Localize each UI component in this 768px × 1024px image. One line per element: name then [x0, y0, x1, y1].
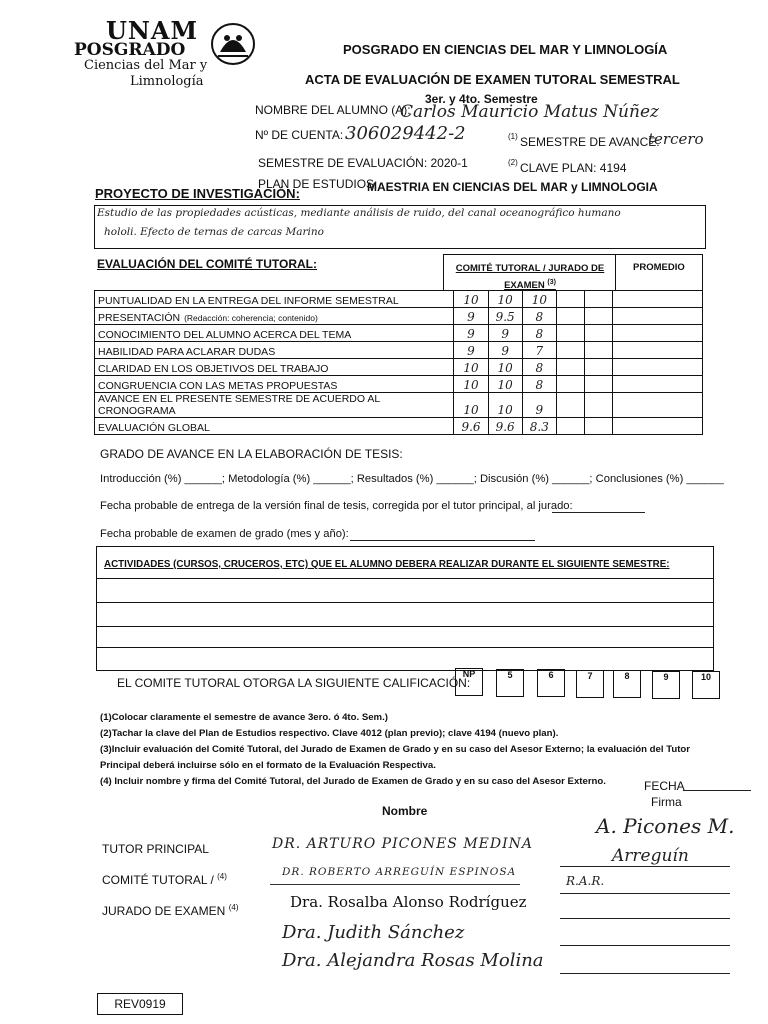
- header-line1: POSGRADO EN CIENCIAS DEL MAR Y LIMNOLOGÍA: [343, 42, 668, 57]
- jurado-signature: R.A.R.: [566, 874, 605, 888]
- evaluation-score: 9: [501, 327, 509, 341]
- evaluation-criterion: [95, 308, 454, 325]
- evaluation-score: 8: [535, 378, 544, 392]
- evaluation-criterion-label: CONGRUENCIA CON LAS METAS PROPUESTAS: [98, 380, 338, 392]
- evaluation-criterion: [95, 359, 454, 376]
- evaluation-row: [95, 308, 703, 325]
- delivery-date-line[interactable]: [552, 512, 645, 513]
- plan-label: PLAN DE ESTUDIOS:: [258, 177, 378, 191]
- grade-option-box[interactable]: [576, 670, 604, 698]
- grade-option-box[interactable]: [692, 671, 720, 699]
- evaluation-score-cell[interactable]: [556, 376, 584, 393]
- evaluation-score: 9.6: [495, 420, 515, 434]
- evaluation-row: [95, 376, 703, 393]
- footnote-2: (2)Tachar la clave del Plan de Estudios respectivo. Clave 4012 (plan previo); clave 4194 (nuevo plan).: [100, 728, 559, 739]
- advance-value: tercero: [648, 130, 704, 148]
- evaluation-average-cell[interactable]: [612, 359, 702, 376]
- logo-posgrado-text: POSGRADO: [74, 40, 186, 60]
- evaluation-score: 10: [531, 293, 547, 307]
- evaluation-average-cell[interactable]: [612, 418, 702, 435]
- evaluation-score-cell[interactable]: [584, 308, 612, 325]
- jurado-name-1: Dra. Rosalba Alonso Rodríguez: [290, 893, 527, 911]
- evaluation-criterion: [95, 418, 454, 435]
- grade-option-label: 6: [548, 670, 554, 680]
- exam-date-line[interactable]: [350, 540, 535, 541]
- thesis-progress-line: Introducción (%) ______; Metodología (%) ______; Resultados (%) ______; Discusión (%) ______; Conclusiones (%) ______: [100, 473, 724, 485]
- footnote-1: (1)Colocar claramente el semestre de avance 3ero. ó 4to. Sem.): [100, 712, 388, 723]
- project-line1: Estudio de las propiedades acústicas, mediante análisis de ruido, del canal oceanográfico humano: [97, 207, 621, 219]
- evaluation-score: 8: [535, 310, 544, 324]
- evaluation-score-cell[interactable]: [488, 393, 522, 418]
- evaluation-score: 10: [463, 378, 479, 392]
- evaluation-score-cell[interactable]: [556, 359, 584, 376]
- comite-name-1-line: [270, 884, 520, 885]
- jurado-note: (4): [228, 903, 239, 912]
- grade-option-label: NP: [462, 669, 476, 679]
- activities-line-2[interactable]: [97, 602, 713, 603]
- activities-line-3[interactable]: [97, 626, 713, 627]
- evaluation-score-cell[interactable]: [584, 393, 612, 418]
- fecha-label: FECHA: [644, 779, 685, 793]
- grade-option-box[interactable]: [613, 670, 641, 698]
- grade-option-label: 5: [507, 669, 513, 680]
- evaluation-score: 9.5: [495, 310, 515, 324]
- grade-option-box[interactable]: [652, 671, 680, 699]
- evaluation-score-cell[interactable]: [454, 376, 488, 393]
- footnote-3: (3)Incluir evaluación del Comité Tutoral, del Jurado de Examen de Grado y en su caso del Asesor Externo; la evaluación del Tutor: [100, 744, 690, 755]
- comite-label-text: COMITÉ TUTORAL /: [102, 873, 214, 887]
- firma-line-1[interactable]: [560, 866, 730, 867]
- advance-note: (1): [508, 132, 518, 141]
- activities-line-4[interactable]: [97, 647, 713, 648]
- revision-box: REV0919: [97, 993, 183, 1015]
- evaluation-score-cell[interactable]: [488, 418, 522, 435]
- plan-value: MAESTRIA EN CIENCIAS DEL MAR y LIMNOLOGIA: [367, 180, 658, 194]
- footnote-5: (4) Incluir nombre y firma del Comité Tutoral, del Jurado de Examen de Grado y en su caso del Asesor Externo.: [100, 776, 606, 787]
- evaluation-criterion: [95, 291, 454, 308]
- evaluation-score: 10: [463, 403, 479, 417]
- exam-date-label: Fecha probable de examen de grado (mes y año):: [100, 528, 349, 540]
- evaluation-score-cell[interactable]: [556, 325, 584, 342]
- fecha-line[interactable]: [683, 790, 751, 791]
- evaluation-score-cell[interactable]: [454, 418, 488, 435]
- evaluation-score-cell[interactable]: [584, 359, 612, 376]
- evaluation-score-cell[interactable]: [454, 308, 488, 325]
- evaluation-score-cell[interactable]: [522, 393, 556, 418]
- account-label: Nº DE CUENTA:: [255, 128, 344, 142]
- evaluation-score-cell[interactable]: [556, 342, 584, 359]
- student-name-label: NOMBRE DEL ALUMNO (A):: [255, 103, 411, 117]
- evaluation-average-cell[interactable]: [612, 291, 702, 308]
- evaluation-criterion-label: PUNTUALIDAD EN LA ENTREGA DEL INFORME SEMESTRAL: [98, 295, 399, 307]
- activities-line-1[interactable]: [97, 578, 713, 579]
- account-value: 306029442-2: [345, 123, 466, 144]
- project-line2: hololi. Efecto de ternas de carcas Marino: [104, 226, 324, 238]
- evaluation-criterion-label: CLARIDAD EN LOS OBJETIVOS DEL TRABAJO: [98, 363, 329, 375]
- grade-option-label: 8: [624, 671, 630, 681]
- activities-box: [96, 546, 714, 671]
- evaluation-criterion-label: PRESENTACIÓN: [98, 312, 181, 324]
- evaluation-criterion-label: CONOCIMIENTO DEL ALUMNO ACERCA DEL TEMA: [98, 329, 352, 341]
- evaluation-score-cell[interactable]: [522, 359, 556, 376]
- committee-col-header-text: COMITÉ TUTORAL / JURADO DE EXAMEN: [455, 263, 605, 292]
- grade-option-label: 7: [587, 670, 593, 681]
- evaluation-score: 9: [467, 327, 475, 341]
- evaluation-score: 10: [497, 361, 513, 375]
- evaluation-score: 9: [467, 344, 475, 358]
- evaluation-row: [95, 291, 703, 308]
- evaluation-table: [94, 290, 703, 435]
- evaluation-criterion: [95, 393, 454, 418]
- evaluation-score: 7: [535, 344, 544, 358]
- evaluation-score-cell[interactable]: [454, 291, 488, 308]
- evaluation-score: 10: [497, 403, 513, 417]
- comite-name-1: DR. ROBERTO ARREGUÍN ESPINOSA: [282, 866, 517, 878]
- evaluation-criterion: [95, 342, 454, 359]
- evaluation-score: 9: [501, 344, 509, 358]
- evaluation-row: [95, 393, 703, 418]
- evaluation-score: 8.3: [529, 420, 549, 434]
- footnote-4: Principal deberá incluirse sólo en el formato de la Evaluación Respectiva.: [100, 760, 436, 771]
- tutor-signature: A. Picones M.: [596, 814, 735, 838]
- evaluation-score-cell[interactable]: [454, 393, 488, 418]
- jurado-label-text: JURADO DE EXAMEN: [102, 904, 226, 918]
- evaluation-score: 8: [535, 327, 544, 341]
- firma-line-3[interactable]: [560, 918, 730, 919]
- promedio-header: PROMEDIO: [633, 262, 685, 273]
- evaluation-score-cell[interactable]: [488, 376, 522, 393]
- logo-sub-line2: Limnología: [130, 74, 204, 89]
- evaluation-score: 10: [463, 293, 479, 307]
- evaluation-average-cell[interactable]: [612, 325, 702, 342]
- evaluation-score-cell[interactable]: [488, 325, 522, 342]
- jurado-label: [102, 903, 238, 918]
- evaluation-score-cell[interactable]: [454, 359, 488, 376]
- evaluation-score-cell[interactable]: [556, 393, 584, 418]
- advance-label: SEMESTRE DE AVANCE:: [520, 135, 660, 149]
- evaluation-average-cell[interactable]: [612, 393, 702, 418]
- grade-option-label: 9: [663, 671, 669, 682]
- evaluation-score: 9: [467, 310, 475, 324]
- tutor-label: TUTOR PRINCIPAL: [102, 842, 209, 856]
- evaluation-score-cell[interactable]: [522, 342, 556, 359]
- evaluation-score-cell[interactable]: [522, 308, 556, 325]
- evaluation-score-cell[interactable]: [454, 342, 488, 359]
- evaluation-score-cell[interactable]: [488, 342, 522, 359]
- evaluation-score-cell[interactable]: [488, 308, 522, 325]
- evaluation-score: 9: [535, 403, 544, 417]
- evaluation-row: [95, 325, 703, 342]
- grade-option-box[interactable]: [496, 669, 524, 697]
- firma-line-2[interactable]: [560, 893, 730, 894]
- unam-crest-icon: [210, 22, 256, 66]
- grade-label: EL COMITE TUTORAL OTORGA LA SIGUIENTE CALIFICACIÓN:: [117, 676, 471, 690]
- project-title: PROYECTO DE INVESTIGACIÓN:: [95, 186, 300, 201]
- evaluation-score-cell[interactable]: [522, 291, 556, 308]
- evaluation-table-body: [95, 291, 703, 435]
- comite-label: [102, 872, 227, 887]
- evaluation-score-cell[interactable]: [584, 342, 612, 359]
- evaluation-average-cell[interactable]: [612, 376, 702, 393]
- evaluation-score-cell[interactable]: [522, 418, 556, 435]
- evaluation-score: 10: [463, 361, 479, 375]
- tutor-name: DR. ARTURO PICONES MEDINA: [272, 836, 533, 852]
- evaluation-average-cell[interactable]: [612, 308, 702, 325]
- header-line3: 3er. y 4to. Semestre: [425, 92, 538, 106]
- student-name-value: Carlos Mauricio Matus Núñez: [400, 102, 659, 122]
- committee-eval-title: EVALUACIÓN DEL COMITÉ TUTORAL:: [97, 257, 317, 271]
- evaluation-score: 9.6: [461, 420, 481, 434]
- plan-key-label: CLAVE PLAN: 4194: [520, 161, 627, 175]
- evaluation-score-cell[interactable]: [488, 359, 522, 376]
- evaluation-score-cell[interactable]: [584, 291, 612, 308]
- committee-col-note: (3): [547, 279, 556, 286]
- evaluation-criterion-label: EVALUACIÓN GLOBAL: [98, 422, 210, 434]
- evaluation-criterion-label: AVANCE EN EL PRESENTE SEMESTRE DE ACUERDO AL CRONOGRAMA: [98, 393, 380, 417]
- evaluation-score: 10: [497, 293, 513, 307]
- evaluation-score-cell[interactable]: [522, 376, 556, 393]
- evaluation-average-cell[interactable]: [612, 342, 702, 359]
- evaluation-score-cell[interactable]: [556, 308, 584, 325]
- evaluation-criterion: [95, 325, 454, 342]
- evaluation-score-cell[interactable]: [584, 376, 612, 393]
- jurado-name-2: Dra. Judith Sánchez: [282, 922, 465, 943]
- evaluation-score-cell[interactable]: [556, 418, 584, 435]
- firma-label: Firma: [651, 795, 682, 809]
- logo-sub-line1: Ciencias del Mar y: [84, 58, 208, 73]
- firma-line-5[interactable]: [560, 973, 730, 974]
- comite-signature: Arreguín: [612, 846, 689, 866]
- evaluation-score-cell[interactable]: [522, 325, 556, 342]
- jurado-name-3: Dra. Alejandra Rosas Molina: [282, 950, 544, 971]
- thesis-title: GRADO DE AVANCE EN LA ELABORACIÓN DE TESIS:: [100, 447, 403, 461]
- activities-title: ACTIVIDADES (CURSOS, CRUCEROS, ETC) QUE EL ALUMNO DEBERA REALIZAR DURANTE EL SIGUIENTE SEMESTRE:: [104, 559, 670, 570]
- grade-option-label: 10: [700, 672, 711, 682]
- firma-line-4[interactable]: [560, 945, 730, 946]
- evaluation-score-cell[interactable]: [556, 291, 584, 308]
- unam-logo: [70, 16, 260, 96]
- grade-option-box[interactable]: [537, 669, 565, 697]
- evaluation-score: 10: [497, 378, 513, 392]
- grade-option-box[interactable]: [455, 668, 483, 696]
- eval-semester-label: SEMESTRE DE EVALUACIÓN: 2020-1: [258, 156, 468, 170]
- committee-col-header: [450, 262, 610, 293]
- evaluation-score-cell[interactable]: [454, 325, 488, 342]
- comite-note: (4): [217, 872, 227, 881]
- evaluation-criterion-label: HABILIDAD PARA ACLARAR DUDAS: [98, 346, 276, 358]
- evaluation-criterion-sublabel: (Redacción: coherencia; contenido): [184, 313, 318, 323]
- evaluation-score-cell[interactable]: [584, 325, 612, 342]
- nombre-label: Nombre: [382, 804, 428, 818]
- evaluation-row: [95, 418, 703, 435]
- header-line2: ACTA DE EVALUACIÓN DE EXAMEN TUTORAL SEMESTRAL: [305, 72, 680, 87]
- evaluation-score: 8: [535, 361, 544, 375]
- logo-unam-text: UNAM: [106, 16, 199, 45]
- plan-key-note: (2): [508, 158, 518, 167]
- delivery-date-label: Fecha probable de entrega de la versión final de tesis, corregida por el tutor principal, al jurado:: [100, 500, 573, 512]
- evaluation-row: [95, 359, 703, 376]
- evaluation-criterion: [95, 376, 454, 393]
- evaluation-row: [95, 342, 703, 359]
- evaluation-score-cell[interactable]: [488, 291, 522, 308]
- footnotes: [100, 710, 720, 790]
- evaluation-score-cell[interactable]: [584, 418, 612, 435]
